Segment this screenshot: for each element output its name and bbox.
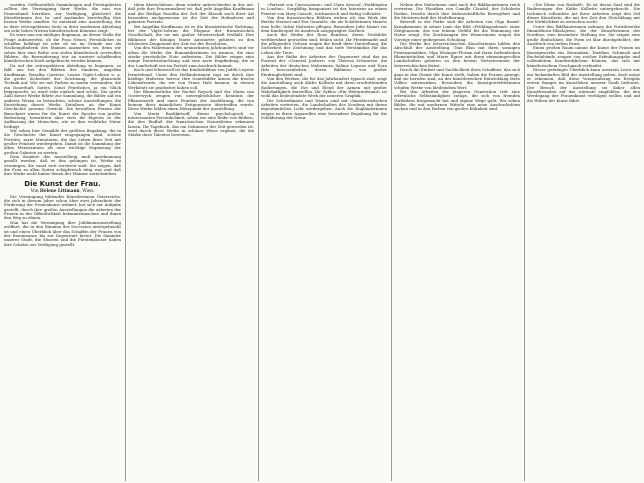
paragraph: Auch die Werke der Rosa Bonheur, deren Tierbilder weltberühmt geworden sind, fehlen nicht. Ihr Pferdemarkt und die pflügenden Ochsen zeigen die Kraft ihrer Darstellung, die Sicherheit der Zeichnung und das tiefe Verständnis für das Leben der Tiere. (261, 32, 387, 55)
article-columns (4, 3, 640, 481)
paragraph: Aus der Reihe der Arbeiten der Gegenwart sind das im Portrait der »General Joubert« von Theresa Schwartze, die Arbeiten der deutschen Malerinnen Sabine Lepsius und Dora Hitz hervorzuheben, deren Bildnisse von großer Eindringlichkeit sind. (261, 54, 387, 77)
paragraph: täten überschätzen, denn wieder unterschieden in der Art: daß jede ihre Frauenmalerei ist; daß jede Angelika Kauffmann und der fleißige Rosalba der Zeit der Klassik auch ihrer Art besonders nachgewiesen ist die Zeit der Hofmalerei und galanten Porträts. (128, 3, 254, 25)
paragraph: Einen großen Raum nimmt die Kunst der Frauen im Kunstgewerbe ein. Keramiken, Textilien, Schmuck und Bucheinbände zeugen von reicher Erfindungsgabe und vollendetem handwerklichem Können, das sich mit künstlerischem Geschmack verbindet. (527, 45, 640, 68)
column-rule (524, 3, 525, 481)
paragraph: Koch und lebensvoll ist das Kinderbildnis von Judith Leyster fernstehend. Unter den Holländerinnen ragt sie durch ihre kräftige Malweise hervor, ihre Genrebilder atmen die frische Lebensfreude, die wir von Frans Hals kennen, in dessen Werkstatt sie gearbeitet haben soll. (128, 67, 254, 90)
paragraph: »Portrait von Carcassonne« und Clara Atwood »Paddington in London«. Sorgfältig komponiert ist der Interieur an einem Fenster von Mary Cassatt, zeichnerisch und farbig vollendet. (261, 3, 387, 16)
paragraph: Nun hat die Vereinigung ihre Jubiläumsausstellung eröffnet, die in den Räumen der Secession untergebracht ist und einen Überblick über das Schaffen der Frauen von der Renaissance bis zur Gegenwart bietet. Die Sammler unserer Stadt, die Museen und die Fürstenhäuser haben ihre Schätze zur Verfügung gestellt. (4, 219, 121, 247)
paragraph: Die Blumenstücke der Rachel Ruysch und der Maria van Oosterwyck zeugen von unvergleichlicher Kenntnis der Pflanzenwelt und einer Feinheit der Ausführung, die von keinem ihrer männlichen Zeitgenossen übertroffen wurde. Diese Werke bilden einen Höhepunkt der Ausstellung. (128, 88, 254, 112)
column-3 (261, 3, 387, 481)
paragraph: »Die Dôme von Roskoff«. Es ist davon Saal sind die Radierungen der Käthe Kollwitz untergebracht. Die technisch vollendete Art ihrer Arbeiten zeigt den Stil dieser Künstlerin, die mit der Zeit den Gleichklang mit der Wirklichkeit zu erreichen sucht. (527, 3, 640, 25)
paragraph: wurden, Geflissentlich Sammlungen und Privatgalerien sollten der Vereinigung ihrer Werke, die nun von Frauenhand herrühre, zur Verfügung, gleichviel die Künstlerinnen des In- und Auslandes bereitwillig ihre besten Werke sandten. So entstand eine Ausstellung, die in ihrer retrospektiven Serie in ihrer modernen Abteilung ein sehr hohes Niveau künstlerischen Könnens zeigt. (4, 3, 121, 34)
paragraph: Da auf der retrospektiven Abteilung so beginnen, so fällt uns bei den Bildern der Sandern, Angelika Kauffmann, Rosalba Carriera, Louise Vigée-Lebrun u. a. die große Sicherheit der Zeichnung, die glänzende Technik auf. Wie sie mit Farben zu malen verstanden, die ein Dauerhaft, Sattes, Sonst Feierliches, ja ein Glück beigemischt; so ward sehr einfach und schön. Die große Zahl dieser Werke führte zur Sammlung, die Bilder auf ein anderes Wesen zu betrachten, schöne Ausstellungen, die Entstehung dieses Werks Zeitalters an der Kunst Geschichte gewann Gewicht. Die bewußten Frauen der Barockzeit waren für die Kunst der Epoche von großer Bedeutung, bewahrten aber stets ihr Eigenes in der Auffassung der Menschen, wie es ihre weibliche Natur bedingt. (4, 62, 121, 129)
paragraph: Unter den Bildhauerinnen nehmen die Porträtwerke Rimmlékova-Nikolajewa, die der Künstlerinnen des Nordens, eine besondere Stellung ein. Sie zeigen eine große Einfachheit, die Form ist klar durchgebildet, der Ausdruck von tiefem Ernst. (527, 23, 640, 47)
paragraph: Reizvoll in der Farbe sind die Arbeiten von Olga Brand-Krieghammer, in seiner Linie das Bild »Frühlingsabend« einer Zeitgenossin, das von feinem Gefühl für die Stimmung der Natur zeugt. Die Zeichnungen der Wienerinnen zeigen die Vorzüge einer gediegenen Schulung. (394, 19, 520, 42)
paragraph: Bei Angelika Kauffmann ist es die klassizistische Richtung, bei der Vigée-Lebrun die Eleganz der französischen Gesellschaft, die sie mit großer Meisterschaft festhält. Ihre Bildnisse der Königin Marie Antoinette gehören zu den schönsten Zeugnissen der Zeit vor der Revolution. (128, 23, 254, 47)
paragraph: Neben den Malerinnen sind auch die Bildhauerinnen reich vertreten. Die Plastiken von Camille Claudel, der Schülerin Rodins, fesseln durch ihre leidenschaftliche Bewegtheit und die Meisterschaft der Modellierung. (394, 3, 520, 21)
paragraph: Es wäre nun ein müßiges Beginnen, an dieser Stelle die Frage aufzuwerfen, ob die Frau Neues, Persönliches zu schaffen befähigt ist oder ob sie im Grunde nur als Nachempfinderin des Mannes anzusehen sei, denn wir sehen hier eine Reihe von vielen künstlerisch wertvollen Bildern, die Bewunderung nur an unserer schaffenden künstlerischen Kraft aufgebracht werden können. (4, 32, 121, 64)
column-1 (4, 3, 121, 481)
column-4 (394, 3, 520, 481)
column-rule (258, 3, 259, 481)
author-location: , Wien. (79, 187, 95, 193)
paragraph: Von den Werken, die für das Jahrhundert typisch sind, zeigt die Ausstellung auch Käthe Kollwitz mit ihren erschütternden Radierungen, die Not und Elend der Armen mit großer Wahrhaftigkeit darstellen. Ihr Zyklus »Ein Weberaufstand« ist wohl das bedeutendste Werk der neueren Graphik. (261, 75, 387, 99)
paragraph: Dieser gedrängte Überblick kann unserem Leser nur ein lückenhaftes Bild der Ausstellung geben, doch möge er erkennen, daß diese Veranstaltung ein Ereignis ersten Ranges im Kunstleben unserer Stadt bedeutet. Der Besuch der Ausstellung sei daher allen Kunstfreunden auf das wärmste empfohlen, die den Werdegang der Frauenkunst verfolgen wollen und auf die Höhen der Kunst führt. (527, 67, 640, 103)
article-heading (4, 180, 121, 193)
column-2 (128, 3, 254, 481)
paragraph: Von den Malerinnen des neunzehnten Jahrhunderts sind vor allem die Werke der Romantikerinnen zu nennen, die eine starke persönliche Note aufweisen. Die Bilder zeigen eine innige Naturbeobachtung und eine zarte Empfindung, die in der Landschaft wie im Porträt zum Ausdruck kommt. (128, 45, 254, 68)
author-name: Helene Littmann (39, 187, 80, 193)
paragraph: Wir sehen hier Gemälde der größten Begabung, die in die Geschichte der Kunst eingegangen sind, schöne Porträts, zarte Miniaturen, die das Leben ihrer Zeit mit großer Feinheit wiedergeben. Damit ist die Sammlung der alten Meisterinnen als eine wichtige Ergänzung der großen Galerien zu werten. (4, 127, 121, 155)
byline-prefix: Von (30, 187, 39, 193)
paragraph: Die Vereinigung bildender Künstlerinnen Österreichs, die sich in diesem Jahre schon über zwei Jahrzehnte der Förderung der Frauenkunst widmet, hat sich zur Aufgabe gestellt, durch ihre großen Ausstellungen die Arbeiten der Frauen in der Öffentlichkeit bekanntzumachen und ihnen den Weg zu ebnen. (4, 193, 121, 221)
paragraph: Von den französischen Bildern wirken ich das Werk der Berthe Morisot und Eva Gonzalès, die als Schülerinnen Manets eine helle, lichte Malweise pflegen. Besonders Julie Manet vor dem Kinderspiel ist Ausdruck ausgeprägter Zartheit. (261, 15, 387, 34)
paragraph: Die Schwedinnen und Dänen sind mit charakteristischen Arbeiten vertreten, die Landschaften des Nordens mit ihrem eigentümlichen Licht wiedergeben. Auch die Engländerinnen zeigen in ihren Aquarellen eine besondere Begabung für die Schilderung der Natur. (261, 97, 387, 120)
column-5 (527, 3, 640, 481)
article-byline (4, 188, 121, 193)
column-rule (391, 3, 392, 481)
paragraph: Die Werke der österreichischen Künstlerinnen bilden den Abschluß der Ausstellung. Tina Blau mit ihren sonnigen Pratergemälden, Olga Wisinger-Florian mit ihren farbenfrohen Blumenstücken und Marie Egner mit ihren stimmungsvollen Landschaften gehören zu den besten Vertreterinnen der österreichischen Kunst. (394, 41, 520, 68)
article-title: Die Kunst der Frau. (24, 179, 101, 188)
paragraph: Bei den Arbeiten der jüngeren Generation tritt eine erfreuliche Selbständigkeit zutage, die sich von fremden Vorbildern freigemacht hat und eigene Wege geht. Wir sehen Bilder, die mit modernen Mitteln eine neue Ausdrucksform suchen und in den Farben von großer Kühnheit sind. (394, 88, 520, 112)
paragraph: Von Maria Bashkirtseff, dieser psychologisch so interessanten Persönlichkeit, sehen wir eine Reihe von Bildern, die den Einfluß der französischen Naturalisten erkennen lassen. Ihr Tagebuch, das ein Dokument der Zeit geworden ist, wird durch diese Werke in schöner Weise ergänzt, die die Stärke ihres Talentes beweisen. (128, 110, 254, 138)
paragraph: Dem Komitee der Ausstellung muß Anerkennung gezollt werden, daß es ihm gelungen ist, Werke zu vereinigen, die sonst weit verstreut sind. Sie zeigen, daß die Frau zu allen Zeiten schöpferisch tätig war und daß ihre Werke nicht hinter denen der Männer zurückstehen. (4, 154, 121, 177)
column-rule (125, 3, 126, 481)
paragraph: Durch die Einheit und Sachlichkeit ihres Schaffens, das sich ganz in den Dienst der Kunst stellt, haben die Frauen gezeigt, daß sie berufen sind, an der künstlerischen Entwicklung ihres Volkes mitzuwirken. Besonders die Kunstgewerblerinnen schufen Werke von bleibendem Wert. (394, 67, 520, 90)
